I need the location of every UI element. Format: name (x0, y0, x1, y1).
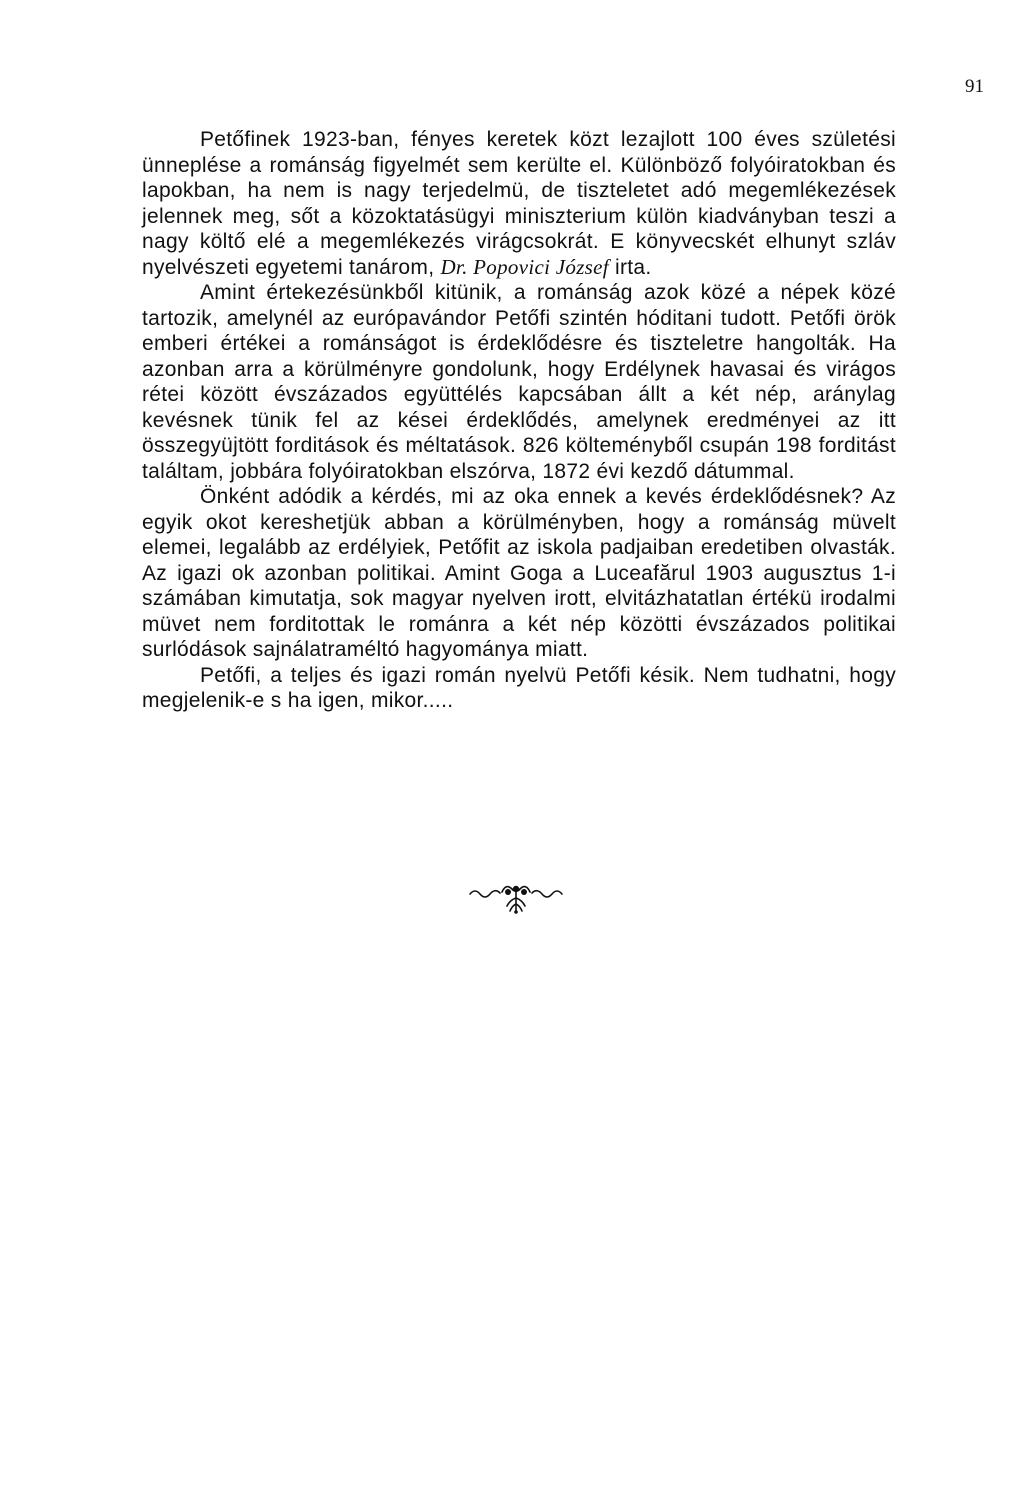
floral-tailpiece-icon (468, 880, 564, 916)
paragraph-4: Petőfi, a teljes és igazi román nyelvü Petőfi késik. Nem tudhatni, hogy megjelenik-e s ha igen, mikor..... (142, 663, 896, 712)
paragraph-1-end: irta. (608, 255, 652, 279)
author-name: Dr. Popovici József (440, 254, 609, 279)
paragraph-2: Amint értekezésünkből kitünik, a románság azok közé a népek közé tartozik, amelynél az európavándor Petőfi szintén hóditani tudott. Petőfi örök emberi értékei a románságot is érdeklődésre és tiszteletre hangolták. Ha azonban arra a körülményre gondolunk, hogy Erdélynek havasai és virágos rétei között évszázados együttélés kapcsában állt a két nép, aránylag kevésnek tünik fel az kései érdeklődés, amelynek eredményei az itt összegyüjtött forditások és méltatások. 826 költeményből csupán 198 forditást találtam, jobbára folyóiratokban elszórva, 1872 évi kezdő dátummal. (142, 281, 896, 483)
page-number: 91 (965, 76, 984, 97)
body-text (142, 127, 896, 714)
paragraph-1 (142, 127, 896, 280)
paragraph-3: Önként adódik a kérdés, mi az oka ennek a kevés érdeklődésnek? Az egyik okot kereshetjük abban a körülményben, hogy a románság müvelt elemei, legalább az erdélyiek, Petőfit az iskola padjaiban eredetiben olvasták. Az igazi ok azonban politikai. Amint Goga a Luceafărul 1903 augusztus 1-i számában kimutatja, sok magyar nyelven irott, elvitázhatatlan értékü irodalmi müvet nem forditottak le románra a két nép közötti évszázados politikai surlódások sajnálatraméltó hagyományа miatt. (142, 485, 896, 661)
paragraph-1-text: Petőfinek 1923-ban, fényes keretek közt lezajlott 100 éves születési ünneplése a románság figyelmét sem kerülte el. Különböző folyóiratokban és lapokban, ha nem is nagy terjedelmü, de tiszteletet adó megemlékezések jelennek meg, sőt a közoktatásügyi miniszterium külön kiadványban teszi a nagy költő elé a megemlékezés virágcsokrát. E könyvecskét elhunyt szláv nyelvészeti egyetemi tanárom, (142, 128, 896, 279)
